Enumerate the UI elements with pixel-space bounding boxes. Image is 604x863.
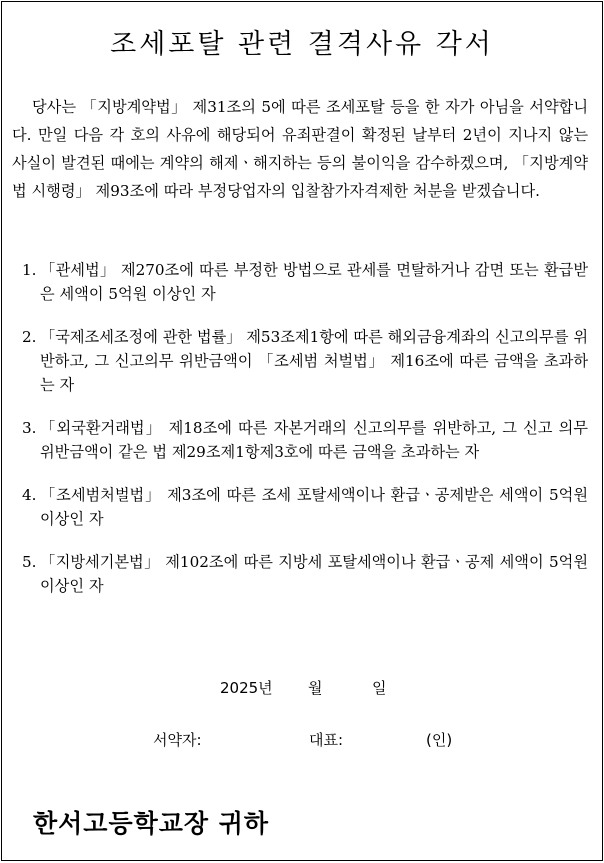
recipient-line: 한서고등학교장 귀하 [33,809,270,838]
list-item [12,550,588,598]
item-text: 「관세법」 제270조에 따른 부정한 방법으로 관세를 면탈하거나 감면 또는 환급받은 세액이 5억원 이상인 자 [40,261,588,303]
intro-paragraph: 당사는 「지방계약법」 제31조의 5에 따른 조세포탈 등을 한 자가 아님을 서약합니다. 만일 다음 각 호의 사유에 해당되어 유죄판결이 확정된 날부터 2년이 지나지 않는 사실이 발견된 때에는 계약의 해제ㆍ해지하는 등의 불이익을 감수하겠으며, 「지방계약법 시행령」 제93조에 따라 부정당업자의 입찰참가자격제한 처분을 받겠습니다. [12,98,588,200]
item-number: 2. [22,328,37,346]
list-item [12,483,588,531]
item-text: 「외국환거래법」 제18조에 따른 자본거래의 신고의무를 위반하고, 그 신고 의무 위반금액이 같은 법 제29조제1항제3호에 따른 금액을 초과하는 자 [40,419,588,461]
page-title: 조세포탈 관련 결격사유 각서 [110,29,494,60]
item-text: 「조세범처벌법」 제3조에 따른 조세 포탈세액이나 환급ㆍ공제받은 세액이 5억원 이상인 자 [40,486,588,528]
item-number: 1. [22,261,37,279]
disqualification-list [12,258,588,617]
date-year: 2025년 [220,679,273,697]
list-item [12,416,588,464]
list-item [12,258,588,306]
list-item [12,325,588,397]
item-text: 「지방세기본법」 제102조에 따른 지방세 포탈세액이나 환급ㆍ공제 세액이 5억원 이상인 자 [40,553,588,595]
representative-label: 대표: [309,731,344,749]
signer-label: 서약자: [153,731,202,749]
date-day: 일 [372,679,387,697]
pledge-document [1,1,603,861]
item-number: 4. [22,486,37,504]
item-number: 3. [22,419,37,437]
item-text: 「국제조세조정에 관한 법률」 제53조제1항에 따른 해외금융계좌의 신고의무를 위반하고, 그 신고의무 위반금액이 「조세범 처벌법」 제16조에 따른 금액을 초과하는 자 [40,328,588,394]
item-number: 5. [22,553,37,571]
date-month: 월 [308,679,323,697]
seal-label: (인) [426,731,453,749]
